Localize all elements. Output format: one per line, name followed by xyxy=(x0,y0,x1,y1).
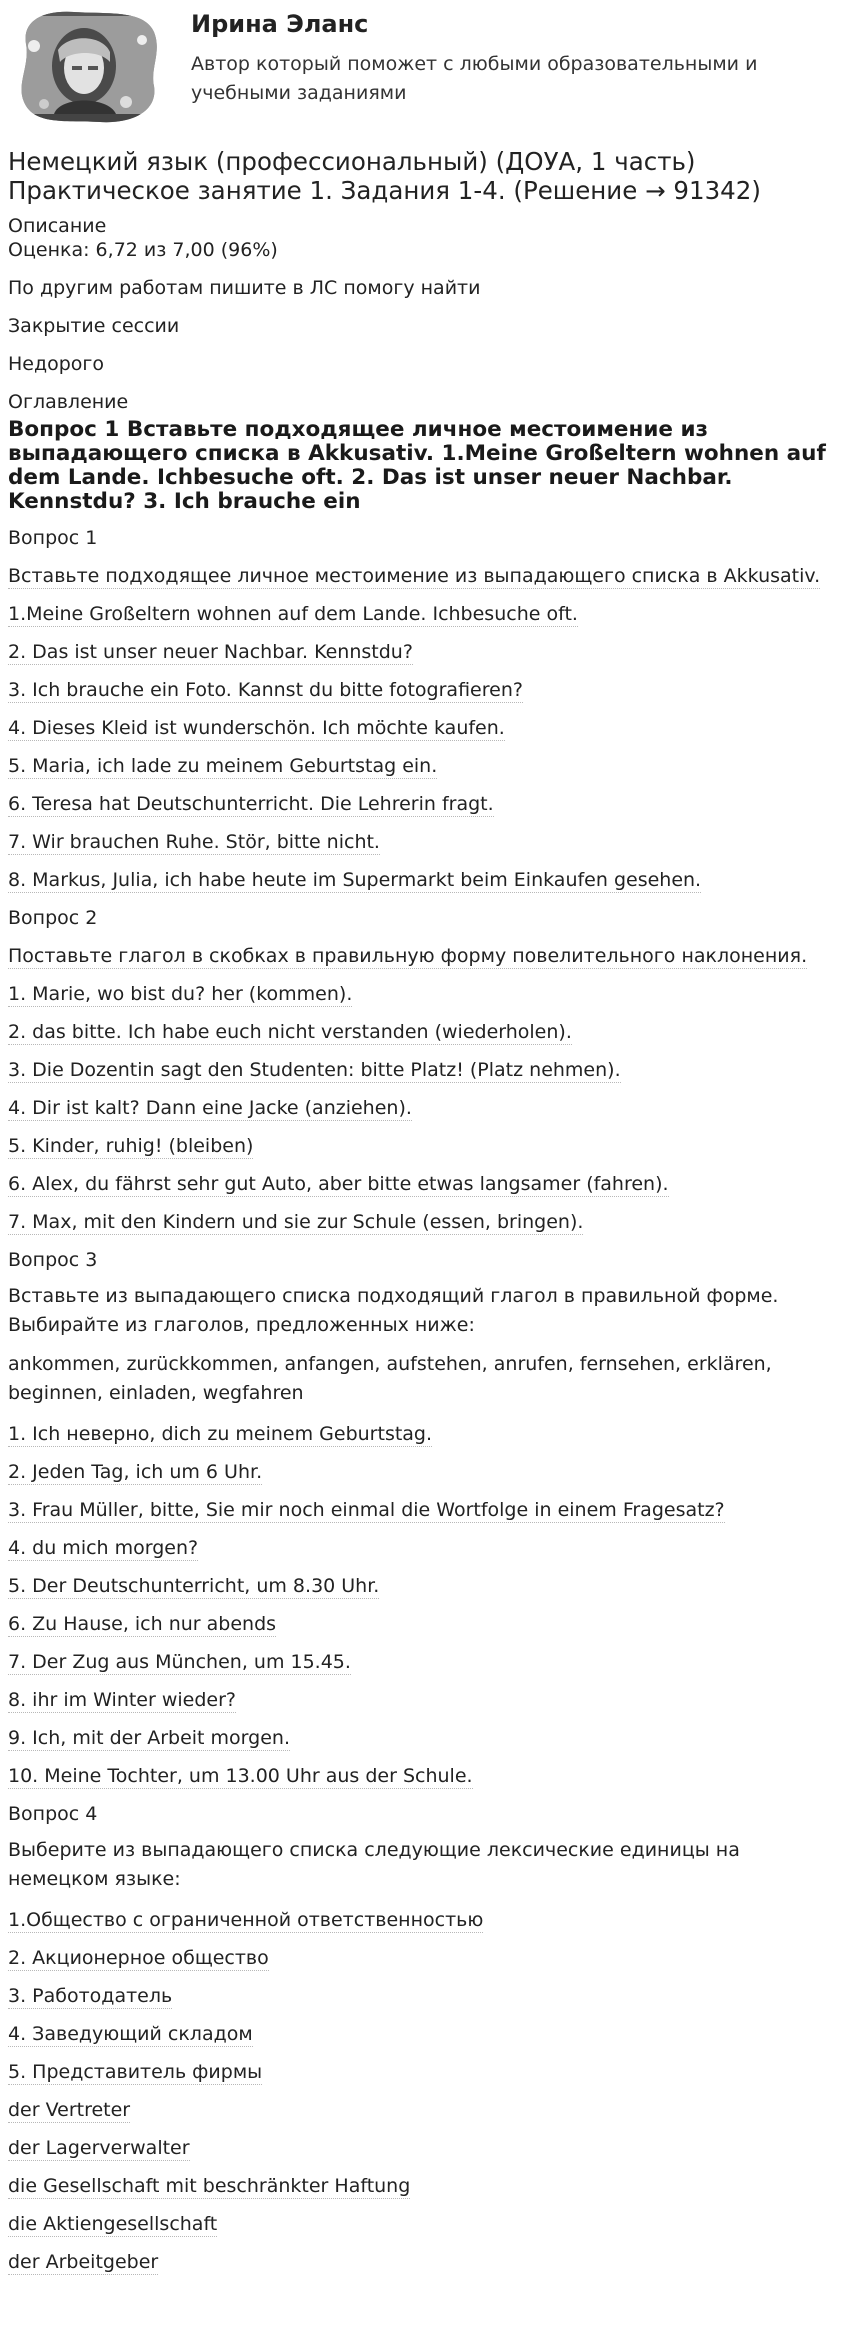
list-item: 4. Заведующий складом xyxy=(8,2023,253,2045)
list-item: 2. Акционерное общество xyxy=(8,1947,269,1969)
author-name[interactable]: Ирина Эланс xyxy=(191,10,369,38)
list-item: 8. ihr im Winter wieder? xyxy=(8,1689,236,1711)
list-item: 6. Zu Hause, ich nur abends xyxy=(8,1613,277,1635)
list-item: 7. Wir brauchen Ruhe. Stör, bitte nicht. xyxy=(8,831,380,853)
contact-note: По другим работам пишите в ЛС помогу найти xyxy=(8,277,481,299)
question-4-instruction: Выберите из выпадающего списка следующие лексические единицы на немецком языке: xyxy=(8,1839,740,1890)
list-item: 3. Frau Müller, bitte, Sie mir noch einmal die Wortfolge in einem Fragesatz? xyxy=(8,1499,725,1521)
list-item: 2. Jeden Tag, ich um 6 Uhr. xyxy=(8,1461,263,1483)
list-item: 1.Meine Großeltern wohnen auf dem Lande. Ichbesuche oft. xyxy=(8,603,578,625)
list-item: 2. Das ist unser neuer Nachbar. Kennstdu? xyxy=(8,641,413,663)
work-title xyxy=(8,147,839,205)
list-item: 8. Markus, Julia, ich habe heute im Supermarkt beim Einkaufen gesehen. xyxy=(8,869,702,891)
question-2-label: Вопрос 2 xyxy=(8,907,98,929)
list-item: die Gesellschaft mit beschränkter Haftung xyxy=(8,2175,411,2197)
list-item: 5. Представитель фирмы xyxy=(8,2061,263,2083)
question-1-label: Вопрос 1 xyxy=(8,527,98,549)
list-item: 1. Marie, wo bist du? her (kommen). xyxy=(8,983,353,1005)
list-item: 3. Ich brauche ein Foto. Kannst du bitte fotografieren? xyxy=(8,679,523,701)
question-3-verbs: ankommen, zurückkommen, anfangen, aufstehen, anrufen, fernsehen, erklären, beginnen, einladen, wegfahren xyxy=(8,1353,772,1404)
author-avatar-photo-icon xyxy=(14,6,160,126)
author-avatar[interactable] xyxy=(14,6,160,126)
list-item: der Arbeitgeber xyxy=(8,2251,159,2273)
list-item: 6. Teresa hat Deutschunterricht. Die Lehrerin fragt. xyxy=(8,793,494,815)
list-item: 5. Der Deutschunterricht, um 8.30 Uhr. xyxy=(8,1575,380,1597)
list-item: 10. Meine Tochter, um 13.00 Uhr aus der Schule. xyxy=(8,1765,473,1787)
price-note: Недорого xyxy=(8,353,105,375)
list-item: 1.Общество с ограниченной ответственностью xyxy=(8,1909,484,1931)
question-3-instruction: Вставьте из выпадающего списка подходящий глагол в правильной форме. Выбирайте из глаголов, предложенных ниже: xyxy=(8,1285,779,1336)
list-item: die Aktiengesellschaft xyxy=(8,2213,218,2235)
list-item: der Lagerverwalter xyxy=(8,2137,190,2159)
list-item: 6. Alex, du fährst sehr gut Auto, aber bitte etwas langsamer (fahren). xyxy=(8,1173,669,1195)
question-2-instruction: Поставьте глагол в скобках в правильную форму повелительного наклонения. xyxy=(8,945,808,967)
list-item: 7. Max, mit den Kindern und sie zur Schule (essen, bringen). xyxy=(8,1211,584,1233)
rating: Оценка: 6,72 из 7,00 (96%) xyxy=(8,239,278,261)
description-label: Описание xyxy=(8,215,107,237)
list-item: 2. das bitte. Ich habe euch nicht verstanden (wiederholen). xyxy=(8,1021,572,1043)
question-3-label: Вопрос 3 xyxy=(8,1249,98,1271)
question-1-instruction: Вставьте подходящее личное местоимение из выпадающего списка в Akkusativ. xyxy=(8,565,821,587)
list-item: 5. Maria, ich lade zu meinem Geburtstag ein. xyxy=(8,755,438,777)
author-description: Автор который поможет с любыми образовательными и учебными заданиями xyxy=(191,53,758,104)
list-item: 3. Работодатель xyxy=(8,1985,173,2007)
work-title-line-1: Немецкий язык (профессиональный) (ДОУА, 1 часть) xyxy=(8,147,696,176)
author-card xyxy=(8,0,839,140)
list-item: 5. Kinder, ruhig! (bleiben) xyxy=(8,1135,254,1157)
list-item: 4. Dir ist kalt? Dann eine Jacke (anziehen). xyxy=(8,1097,412,1119)
session-note: Закрытие сессии xyxy=(8,315,180,337)
list-item: 7. Der Zug aus München, um 15.45. xyxy=(8,1651,351,1673)
question-4-label: Вопрос 4 xyxy=(8,1803,98,1825)
list-item: 3. Die Dozentin sagt den Studenten: bitte Platz! (Platz nehmen). xyxy=(8,1059,621,1081)
list-item: 9. Ich, mit der Arbeit morgen. xyxy=(8,1727,290,1749)
toc-heading: Вопрос 1 Вставьте подходящее личное местоимение из выпадающего списка в Akkusativ. 1.Meine Großeltern wohnen auf dem Lande. Ichbesuche oft. 2. Das ist unser neuer Nachbar. Kennstdu? 3. Ich brauche ein xyxy=(8,417,826,514)
list-item: 1. Ich неверно, dich zu meinem Geburtstag. xyxy=(8,1423,433,1445)
list-item: 4. Dieses Kleid ist wunderschön. Ich möchte kaufen. xyxy=(8,717,505,739)
toc-label: Оглавление xyxy=(8,391,129,413)
list-item: 4. du mich morgen? xyxy=(8,1537,199,1559)
list-item: der Vertreter xyxy=(8,2099,131,2121)
work-title-line-2: Практическое занятие 1. Задания 1-4. (Решение → 91342) xyxy=(8,176,761,205)
